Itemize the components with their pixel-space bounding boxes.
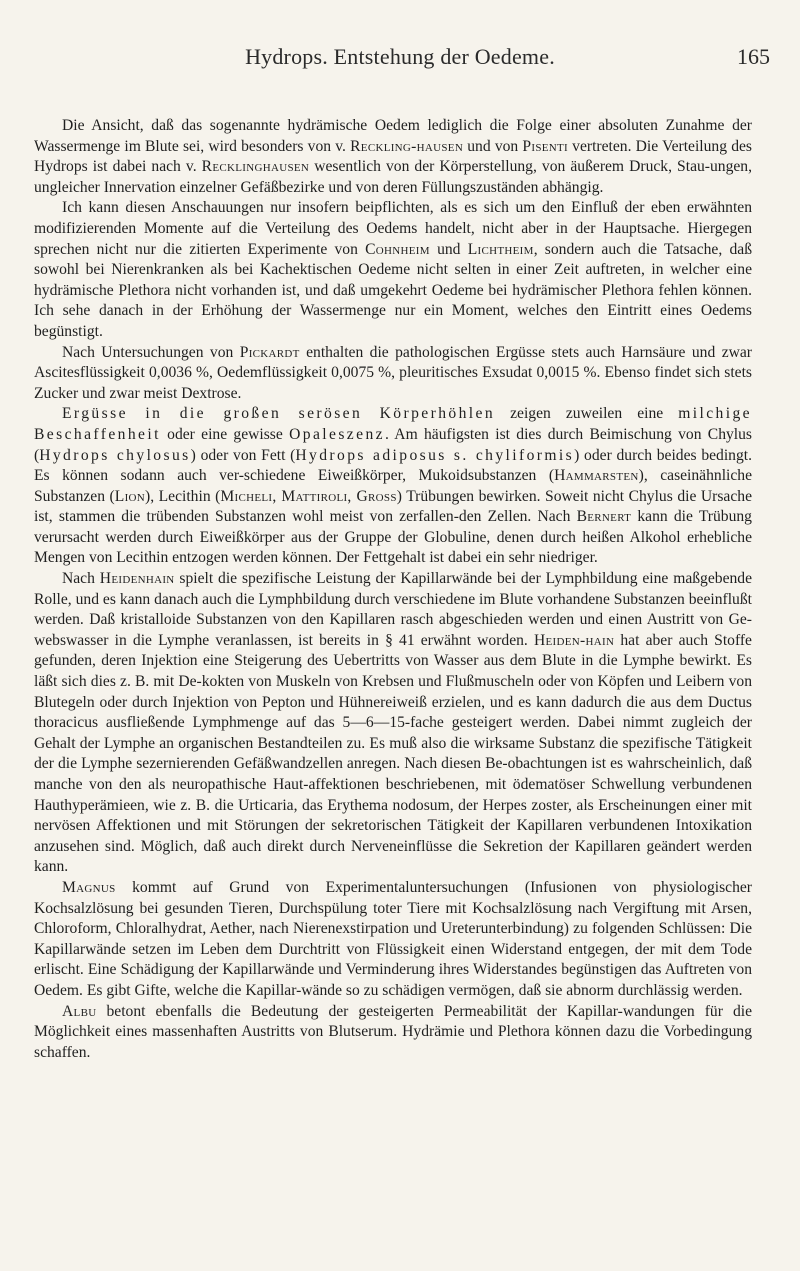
text-run: zeigen zuweilen eine xyxy=(495,405,679,423)
emphasized-text: milchige Beschaffenheit xyxy=(34,405,752,443)
author-name: Heidenhain xyxy=(99,570,175,588)
text-run: kann die Trübung verursacht werden durch Eiweißkörper aus der Gruppe der Globuline, denen durch heißen Alkohol erhebliche Mengen von Lecithin entzogen werden können. Der Fettgehalt ist dabei ein sehr niedriger. xyxy=(34,508,752,567)
page-header-title: Hydrops. Entstehung der Oedeme. xyxy=(245,44,555,69)
text-run: . Am häufigsten ist dies durch Beimischung von Chylus ( xyxy=(34,425,752,464)
text-run: Ich kann diesen Anschauungen nur insofern beipflichten, als es sich um den Einfluß der eben erwähnten modifizierenden Momente auf die Verteilung des Oedems handelt, nicht aber in der Hauptsache. Hiergegen sprechen nicht nur die zitierten Experimente von xyxy=(34,199,752,258)
author-name: Heiden-hain xyxy=(533,631,615,649)
paragraph xyxy=(34,198,752,342)
text-run: ), Lecithin ( xyxy=(145,487,221,505)
author-name: Lichtheim xyxy=(467,240,534,258)
author-name: Lion xyxy=(114,487,146,505)
author-name: Pickardt xyxy=(239,343,300,361)
paragraph xyxy=(34,1002,752,1064)
author-name: Hammarsten xyxy=(554,467,639,485)
page-body xyxy=(34,116,752,1063)
text-run: oder eine gewisse xyxy=(160,425,290,443)
text-run: ), caseinähnliche Substanzen ( xyxy=(34,467,753,505)
text-run: enthalten die pathologischen Ergüsse stets auch Harnsäure und zwar Ascitesflüssigkeit 0,0036 %, Oedemflüssigkeit 0,0075 %, pleuritisches Exsudat 0,0015 %. Ebenso findet sich stets Zucker und zwar meist Dextrose. xyxy=(34,343,752,402)
text-run: Nach Untersuchungen von xyxy=(62,343,240,361)
text-run: ) Trübungen bewirken. Soweit nicht Chylus die Ursache ist, stammen die trübenden Substanzen wohl meist von zerfallen-den Zellen. Nach xyxy=(34,487,752,526)
emphasized-text: Hydrops adiposus s. chyliformis xyxy=(295,446,575,464)
paragraph xyxy=(34,569,752,878)
text-run: und von xyxy=(463,137,523,155)
author-name: Magnus xyxy=(62,878,116,896)
author-name: Recklinghausen xyxy=(201,158,310,176)
author-name: Micheli, Mattiroli, Gross xyxy=(220,487,397,505)
page-number: 165 xyxy=(737,44,770,69)
running-header xyxy=(0,44,800,72)
text-run: , sondern auch die Tatsache, daß sowohl bei Nierenkranken als bei Kachektischen Oedeme nicht selten in einer Zeit auftreten, in welcher eine hydrämische Plethora nicht vorhanden ist, und daß umgekehrt Oedeme bei hydrämischer Plethora fehlen können. Ich sehe danach in der Erhöhung der Wassermenge nur ein Moment, welches den Eintritt eines Oedems begünstigt. xyxy=(34,240,752,340)
text-run: Die Ansicht, daß das sogenannte hydrämische Oedem lediglich die Folge einer absoluten Zunahme der Wassermenge im Blute sei, wird besonders von v. xyxy=(34,117,752,155)
author-name: Pisenti xyxy=(522,137,568,155)
text-run: und xyxy=(429,240,468,258)
text-run: ) oder durch beides bedingt. Es können sodann auch ver-schiedene Eiweißkörper, Mukoidsubstanzen ( xyxy=(34,446,752,485)
text-run: wesentlich von der Körperstellung, von äußerem Druck, Stau-ungen, ungleicher Innervation einzelner Gefäßbezirke und von deren Füllungszuständen abhängig. xyxy=(34,158,752,196)
text-run: hat aber auch Stoffe gefunden, deren Injektion eine Steigerung des Uebertritts von Wasser aus dem Blute in die Lymphe bewirkt. Es läßt sich dies z. B. mit De-kokten von Muskeln von Krebsen und Flußmuscheln oder von Köpfen und Leibern von Blutegeln oder durch Injektion von Pepton und Hühnereiweiß erzielen, und es kann dadurch die aus dem Ductus thoracicus ausfließende Lymphmenge auf das 5—6—15-fache gesteigert werden. Dabei nimmt zugleich der Gehalt der Lymphe an organischen Bestandteilen zu. Es muß also die wirksame Substanz die spezifische Tätigkeit der die Lymphe sezernierenden Gefäßwandzellen anregen. Nach diesen Be-obachtungen ist es wahrscheinlich, daß manche von den als neuropathische Haut-affektionen beschriebenen, mit ödematöser Schwellung verbundenen Hauthyperämieen, wie z. B. die Urticaria, das Erythema nodosum, der Herpes zoster, als Erscheinungen einer mit nervösen Affektionen und mit Störungen der sekretorischen Tätigkeit der Kapillaren verbundenen Intoxikation anzusehen sind. Möglich, daß auch direkt durch Nerveneinflüsse die Sekretion der Kapillaren geändert werden kann. xyxy=(34,631,752,876)
paragraph xyxy=(34,116,752,198)
emphasized-text: Ergüsse in die großen serösen Körperhöhlen xyxy=(62,405,496,423)
author-name: Bernert xyxy=(576,508,632,526)
text-run: kommt auf Grund von Experimentaluntersuchungen (Infusionen von physiologischer Kochsalzlösung bei gesunden Tieren, Durchspülung toter Tiere mit Kochsalzlösung nach Vergiftung mit Arsen, Chloroform, Chloralhydrat, Aether, nach Nierenexstirpation und Ureterunterbindung) zu folgenden Schlüssen: Die Kapillarwände setzen im Leben dem Durchtritt von Flüssigkeit einen Widerstand entgegen, der mit dem Tode erlischt. Eine Schädigung der Kapillarwände und Verminderung ihres Widerstandes begünstigen das Auftreten von Oedem. Es gibt Gifte, welche die Kapillar-wände so zu schädigen vermögen, daß sie abnorm durchlässig werden. xyxy=(34,878,752,999)
paragraph xyxy=(34,404,752,569)
text-run: spielt die spezifische Leistung der Kapillarwände bei der Lymphbildung eine maßgebende Rolle, und es kann danach auch die Lymphbildung durch verschiedene im Blute vorhandene Substanzen beeinflußt werden. Daß kristalloide Substanzen von den Kapillaren rasch abgeschieden werden und einen Austritt von Ge-webswasser in die Lymphe veranlassen, ist bereits in § 41 erwähnt worden. xyxy=(34,570,752,649)
text-run: betont ebenfalls die Bedeutung der gesteigerten Permeabilität der Kapillar-wandungen für die Möglichkeit eines massenhaften Austritts von Blutserum. Hydrämie und Plethora können dazu die Vorbedingung schaffen. xyxy=(34,1002,752,1061)
author-name: Albu xyxy=(62,1002,97,1020)
emphasized-text: Hydrops chylosus xyxy=(39,446,191,464)
text-run: Nach xyxy=(62,570,100,588)
author-name: Reckling-hausen xyxy=(350,137,464,155)
text-run: ) oder von Fett ( xyxy=(190,446,296,464)
paragraph xyxy=(34,343,752,405)
author-name: Cohnheim xyxy=(365,240,430,258)
paragraph xyxy=(34,878,752,1002)
text-run: vertreten. Die Verteilung des Hydrops ist dabei nach v. xyxy=(34,137,752,176)
emphasized-text: Opaleszenz xyxy=(289,425,385,443)
